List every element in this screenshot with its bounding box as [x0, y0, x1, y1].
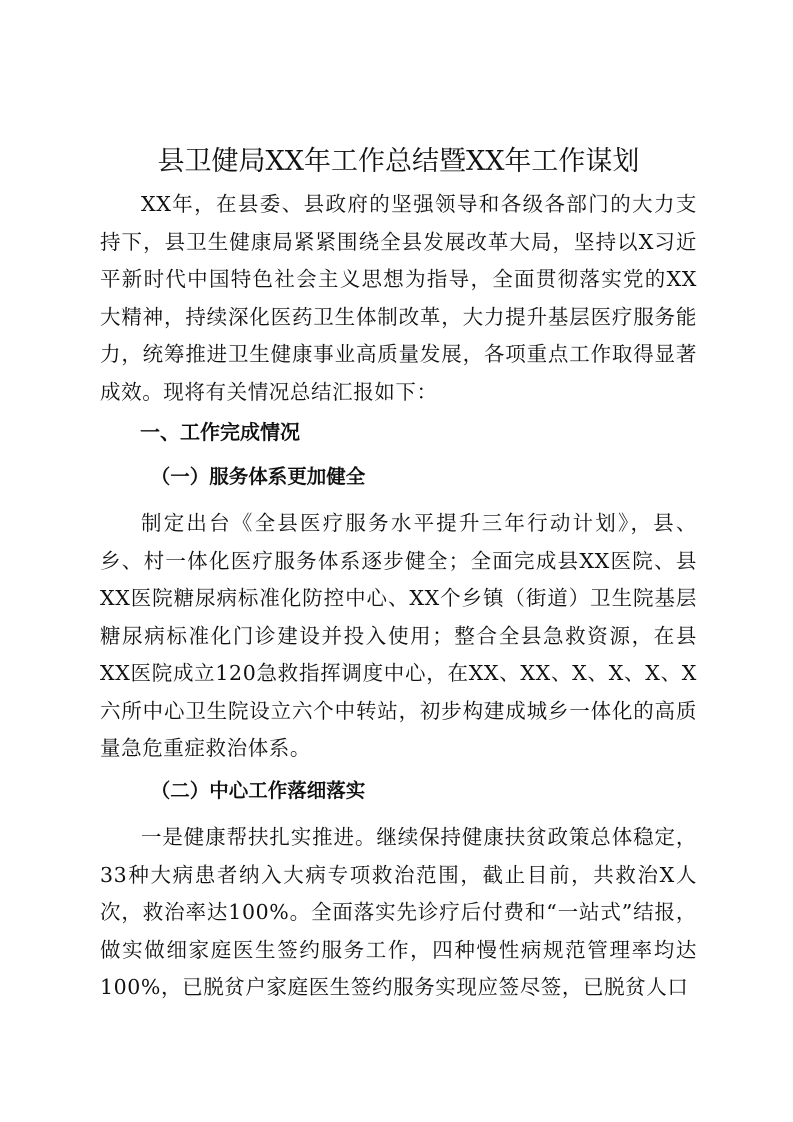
subsection-heading-service-system: （一）服务体系更加健全 — [150, 464, 366, 488]
service-system-paragraph: 制定出台《全县医疗服务水平提升三年行动计划》，县、乡、村一体化医疗服务体系逐步健全；全面完成县XX医院、县XX医院糖尿病标准化防控中心、XX个乡镇（街道）卫生院基层糖尿病标准化门诊建设并投入使用；整合全县急救资源，在县XX医院成立120急救指挥调度中心，在XX、XX、X、X、X、X六所中心卫生院设立六个中转站，初步构建成城乡一体化的高质量急危重症救治体系。 — [100, 511, 697, 760]
subsection-heading-central-work: （二）中心工作落细落实 — [150, 778, 366, 802]
intro-paragraph: XX年，在县委、县政府的坚强领导和各级各部门的大力支持下，县卫生健康局紧紧围绕全县发展改革大局，坚持以X习近平新时代中国特色社会主义思想为指导，全面贯彻落实党的XX大精神，持续深化医药卫生体制改革，大力提升基层医疗服务能力，统筹推进卫生健康事业高质量发展，各项重点工作取得显著成效。现将有关情况总结汇报如下： — [100, 192, 697, 404]
document-body — [100, 142, 697, 1007]
section-heading-work-completion: 一、工作完成情况 — [140, 420, 300, 444]
central-work-paragraph: 一是健康帮扶扎实推进。继续保持健康扶贫政策总体稳定，33种大病患者纳入大病专项救治范围，截止目前，共救治X人次，救治率达100%。全面落实先诊疗后付费和“一站式”结报，做实做细家庭医生签约服务工作，四种慢性病规范管理率均达100%，已脱贫户家庭医生签约服务实现应签尽签，已脱贫人口 — [100, 825, 697, 999]
document-title: 县卫健局XX年工作总结暨XX年工作谋划 — [157, 146, 640, 177]
